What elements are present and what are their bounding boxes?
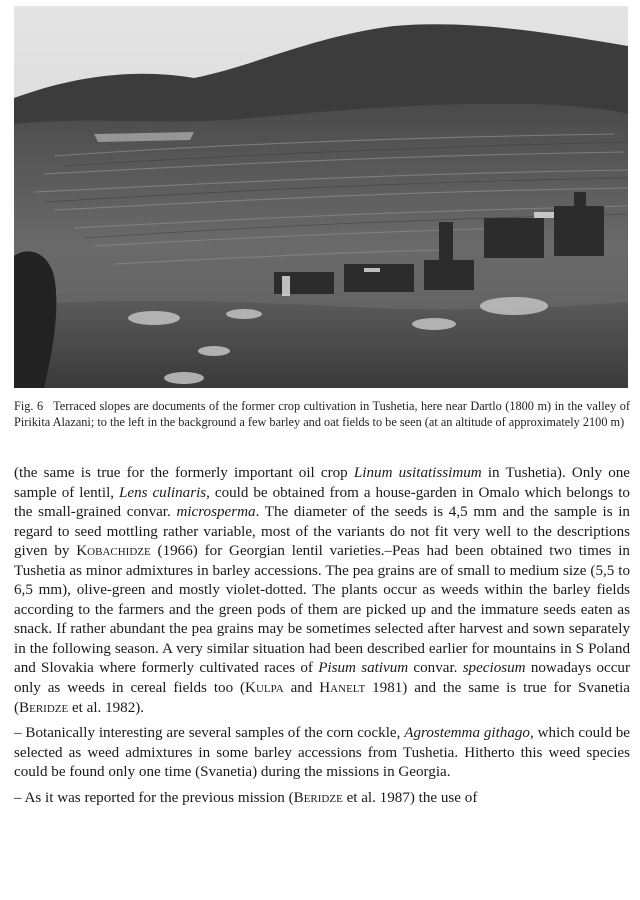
- figure-photo: [14, 6, 628, 388]
- species-name: Agrostemma githago: [404, 725, 530, 742]
- author-name: Kobachidze: [76, 543, 151, 560]
- text-run: and: [283, 680, 320, 697]
- text-run: – As it was reported for the previous mission (: [14, 789, 294, 806]
- text-run: et al. 1987) the use of: [342, 789, 478, 806]
- text-run: (1966) for Georgian lentil varieties.–Peas had been obtained two times in Tushetia as minor admixtures in barley accessions. The pea grains are of small to medium size (5,5 to 6,5 mm), olive-green and mostly violet-dotted. The plants occur as weeds within the barley fields according to the farmers and the green pods of them are picked up and the immature seeds eaten as snack. If rather abundant the pea grains may be sometimes selected after harvest and sown separately in the following season. A very similar situation had been described earlier for mountains in S Poland and Slovakia where formerly cultivated races of: [14, 543, 630, 677]
- text-run: et al. 1982).: [68, 699, 145, 716]
- author-name: Beridze: [19, 699, 69, 716]
- text-run: – Botanically interesting are several samples of the corn cockle,: [14, 725, 405, 742]
- figure-caption-text: Terraced slopes are documents of the former crop cultivation in Tushetia, here near Dartlo (1800 m) in the valley of Pirikita Alazani; to the left in the background a few barley and oat fields to be seen (at an altitude of approximately 2100 m): [14, 399, 631, 429]
- species-name: Pisum sativum: [318, 660, 409, 677]
- text-run: , could be obtained from a house-garden in Omalo which belongs to the small-grained convar.: [14, 484, 630, 521]
- paragraph-2: [14, 724, 630, 783]
- figure-number: Fig. 6: [14, 399, 44, 413]
- text-run: 1981) and the same is true for Svanetia (: [14, 680, 630, 716]
- species-name: Linum usitatissimum: [353, 465, 482, 481]
- text-run: nowadays occur only as weeds in cereal fields too (: [14, 660, 630, 697]
- paragraph-1: [14, 464, 630, 718]
- text-run: , which could be selected as weed admixtures in some barley accessions from Tushetia. Hitherto this weed species could be found only one time (Svanetia) during the missions in Georgia.: [14, 725, 631, 781]
- author-name: Beridze: [293, 789, 343, 806]
- terraced-slopes-photo: [14, 6, 628, 388]
- paragraph-3: [14, 789, 630, 809]
- text-run: . The diameter of the seeds is 4,5 mm and the sample is in regard to seed mottling rather variable, most of the variants do not fit very well to the descriptions given by: [14, 504, 630, 560]
- body-text: [14, 464, 630, 808]
- species-name: microsperma: [176, 504, 256, 521]
- species-name: speciosum: [462, 660, 526, 677]
- text-run: convar.: [408, 660, 463, 677]
- figure-caption: [14, 398, 630, 430]
- text-run: (the same is true for the formerly important oil crop: [14, 465, 354, 481]
- author-name: Kulpa: [245, 680, 284, 697]
- author-name: Hanelt: [319, 680, 366, 697]
- species-name: Lens culinaris: [119, 484, 207, 501]
- text-run: in Tushetia). Only one sample of lentil,: [14, 465, 630, 501]
